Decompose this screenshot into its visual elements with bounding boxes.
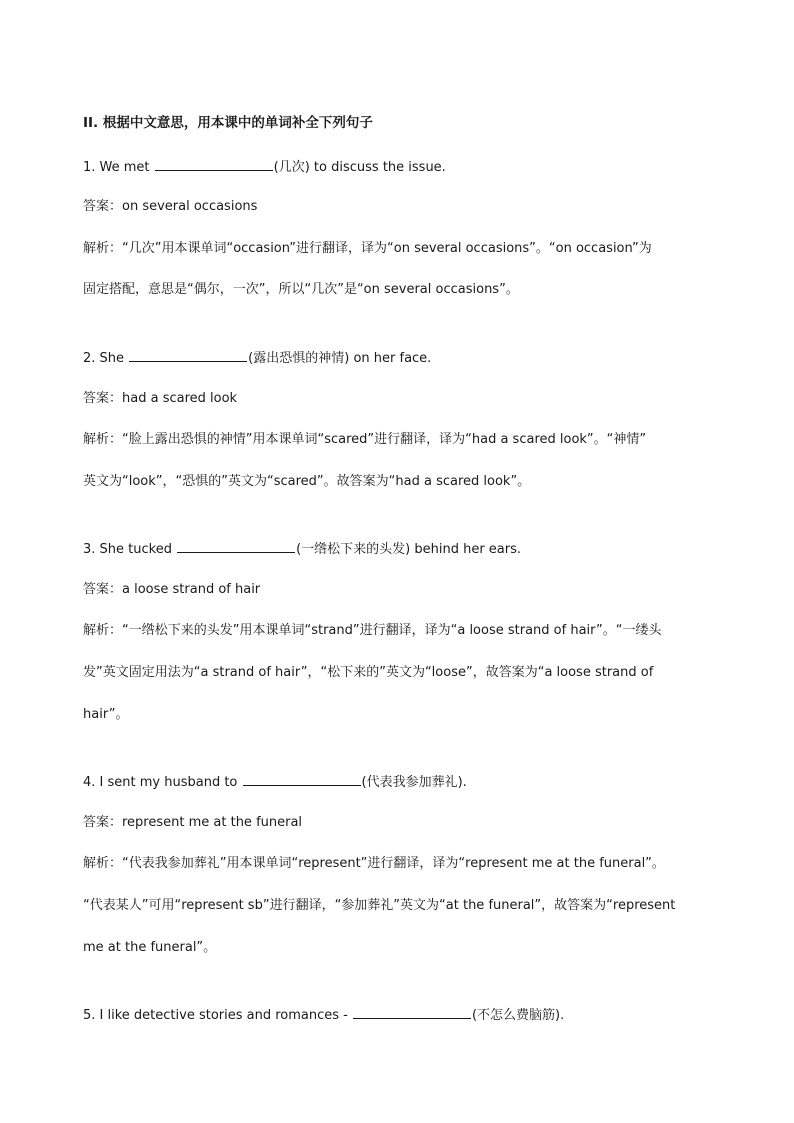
question-1-explanation-line-2: 固定搭配，意思是“偶尔，一次”，所以“几次”是“on several occasions”。 [83,282,519,297]
question-2-text-after: (露出恐惧的神情) on her face. [248,351,432,366]
question-2-prompt [83,348,723,368]
question-4-explanation-line-2: “代表某人”可用“represent sb”进行翻译，“参加葬礼”英文为“at the funeral”，故答案为“represent [83,898,676,913]
question-4-explanation-line-3: me at the funeral”。 [83,940,217,955]
question-2-text-before: 2. She [83,351,129,366]
question-4-explanation-line-1: 解析：“代表我参加葬礼”用本课单词“represent”进行翻译，译为“represent me at the funeral”。 [83,856,665,871]
question-3-blank[interactable] [177,539,295,553]
question-1-prompt [83,157,723,177]
question-4-prompt [83,772,723,792]
question-3-explanation-line-1: 解析：“一绺松下来的头发”用本课单词“strand”进行翻译，译为“a loose strand of hair”。“一缕头 [83,623,662,638]
question-3-explanation-line-2: 发”英文固定用法为“a strand of hair”，“松下来的”英文为“loose”，故答案为“a loose strand of [83,665,654,680]
question-3-answer: 答案：a loose strand of hair [83,582,261,597]
question-3-text-after: (一绺松下来的头发) behind her ears. [296,542,522,557]
question-4-text-before: 4. I sent my husband to [83,775,242,790]
question-4-answer: 答案：represent me at the funeral [83,815,303,830]
question-5-blank[interactable] [353,1005,471,1019]
question-3-explanation-line-3: hair”。 [83,707,129,722]
question-5-text-before: 5. I like detective stories and romances - [83,1008,352,1023]
question-2-blank[interactable] [129,348,247,362]
question-3-text-before: 3. She tucked [83,542,177,557]
question-2-explanation-line-1: 解析：“脸上露出恐惧的神情”用本课单词“scared”进行翻译，译为“had a scared look”。“神情” [83,432,647,447]
question-2-answer: 答案：had a scared look [83,391,238,406]
question-1-blank[interactable] [155,157,273,171]
question-1-answer: 答案：on several occasions [83,199,258,214]
question-1-text-before: 1. We met [83,160,154,175]
question-2-explanation-line-2: 英文为“look”，“恐惧的”英文为“scared”。故答案为“had a scared look”。 [83,474,531,489]
question-1-text-after: (几次) to discuss the issue. [273,160,446,175]
question-1-explanation-line-1: 解析：“几次”用本课单词“occasion”进行翻译，译为“on several occasions”。“on occasion”为 [83,241,652,256]
question-3-prompt [83,539,723,559]
section-heading: II. 根据中文意思，用本课中的单词补全下列句子 [83,115,373,131]
question-5-text-after: (不怎么费脑筋). [471,1008,565,1023]
question-5-prompt [83,1005,723,1025]
question-4-blank[interactable] [243,772,361,786]
question-4-text-after: (代表我参加葬礼). [361,775,467,790]
